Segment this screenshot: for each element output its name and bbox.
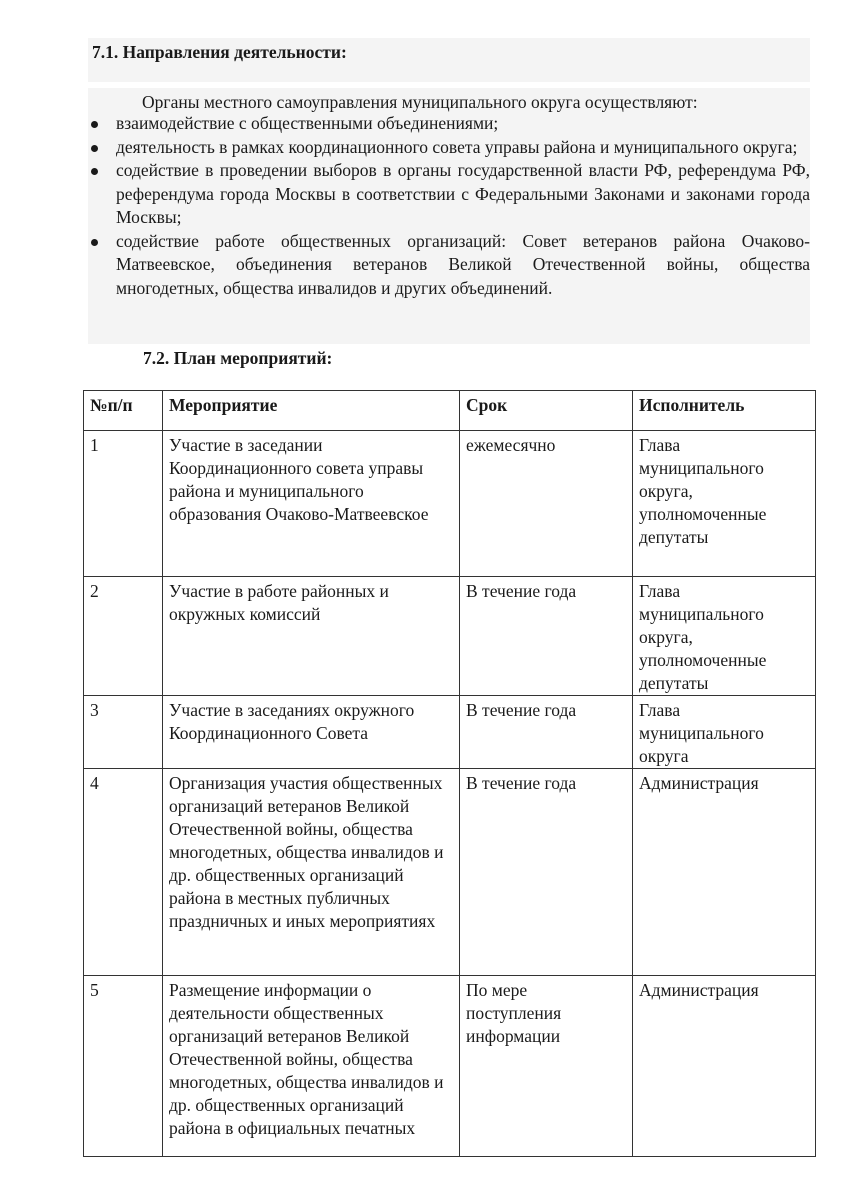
cell-executor: Глава муниципального округа: [633, 696, 816, 769]
table-row: [84, 976, 816, 1157]
section-title: 7.1. Направления деятельности:: [92, 42, 347, 62]
cell-executor: Администрация: [633, 769, 816, 976]
cell-number: 2: [84, 577, 163, 696]
cell-term: В течение года: [460, 769, 633, 976]
cell-term: В течение года: [460, 577, 633, 696]
plan-table: [83, 390, 816, 1157]
directions-list: [88, 112, 810, 300]
cell-event: Размещение информации о деятельности общественных организаций ветеранов Великой Отечественной войны, общества многодетных, общества инвалидов и др. общественных организаций района в официальных печатных: [163, 976, 460, 1157]
table-header-row: [84, 391, 816, 431]
header-term: Срок: [460, 391, 633, 431]
cell-executor: Администрация: [633, 976, 816, 1157]
cell-event: Участие в работе районных и окружных комиссий: [163, 577, 460, 696]
section-heading-block: [88, 38, 810, 82]
cell-number: 3: [84, 696, 163, 769]
header-executor: Исполнитель: [633, 391, 816, 431]
cell-number: 5: [84, 976, 163, 1157]
cell-event: Организация участия общественных организаций ветеранов Великой Отечественной войны, общества многодетных, общества инвалидов и др. общественных организаций района в местных публичных праздничных и иных мероприятиях: [163, 769, 460, 976]
directions-intro: Органы местного самоуправления муниципального округа осуществляют:: [142, 92, 698, 112]
cell-term: В течение года: [460, 696, 633, 769]
table-row: [84, 696, 816, 769]
plan-title: 7.2. План мероприятий:: [143, 348, 333, 368]
cell-number: 1: [84, 431, 163, 577]
cell-event: Участие в заседании Координационного совета управы района и муниципального образования Очаково-Матвеевское: [163, 431, 460, 577]
list-item: содействие в проведении выборов в органы государственной власти РФ, референдума РФ, референдума города Москвы в соответствии с Федеральными Законами и законами города Москвы;: [88, 159, 810, 230]
table-row: [84, 769, 816, 976]
cell-executor: Глава муниципального округа, уполномоченные депутаты: [633, 431, 816, 577]
cell-executor: Глава муниципального округа, уполномоченные депутаты: [633, 577, 816, 696]
list-item: деятельность в рамках координационного совета управы района и муниципального округа;: [88, 136, 810, 160]
list-item: взаимодействие с общественными объединениями;: [88, 112, 810, 136]
cell-term: По мере поступления информации: [460, 976, 633, 1157]
header-number: №п/п: [84, 391, 163, 431]
cell-term: ежемесячно: [460, 431, 633, 577]
table-row: [84, 431, 816, 577]
header-event: Мероприятие: [163, 391, 460, 431]
cell-number: 4: [84, 769, 163, 976]
list-item: содействие работе общественных организаций: Совет ветеранов района Очаково-Матвеевское, объединения ветеранов Великой Отечественной войны, общества многодетных, общества инвалидов и других объединений.: [88, 230, 810, 301]
cell-event: Участие в заседаниях окружного Координационного Совета: [163, 696, 460, 769]
table-row: [84, 577, 816, 696]
